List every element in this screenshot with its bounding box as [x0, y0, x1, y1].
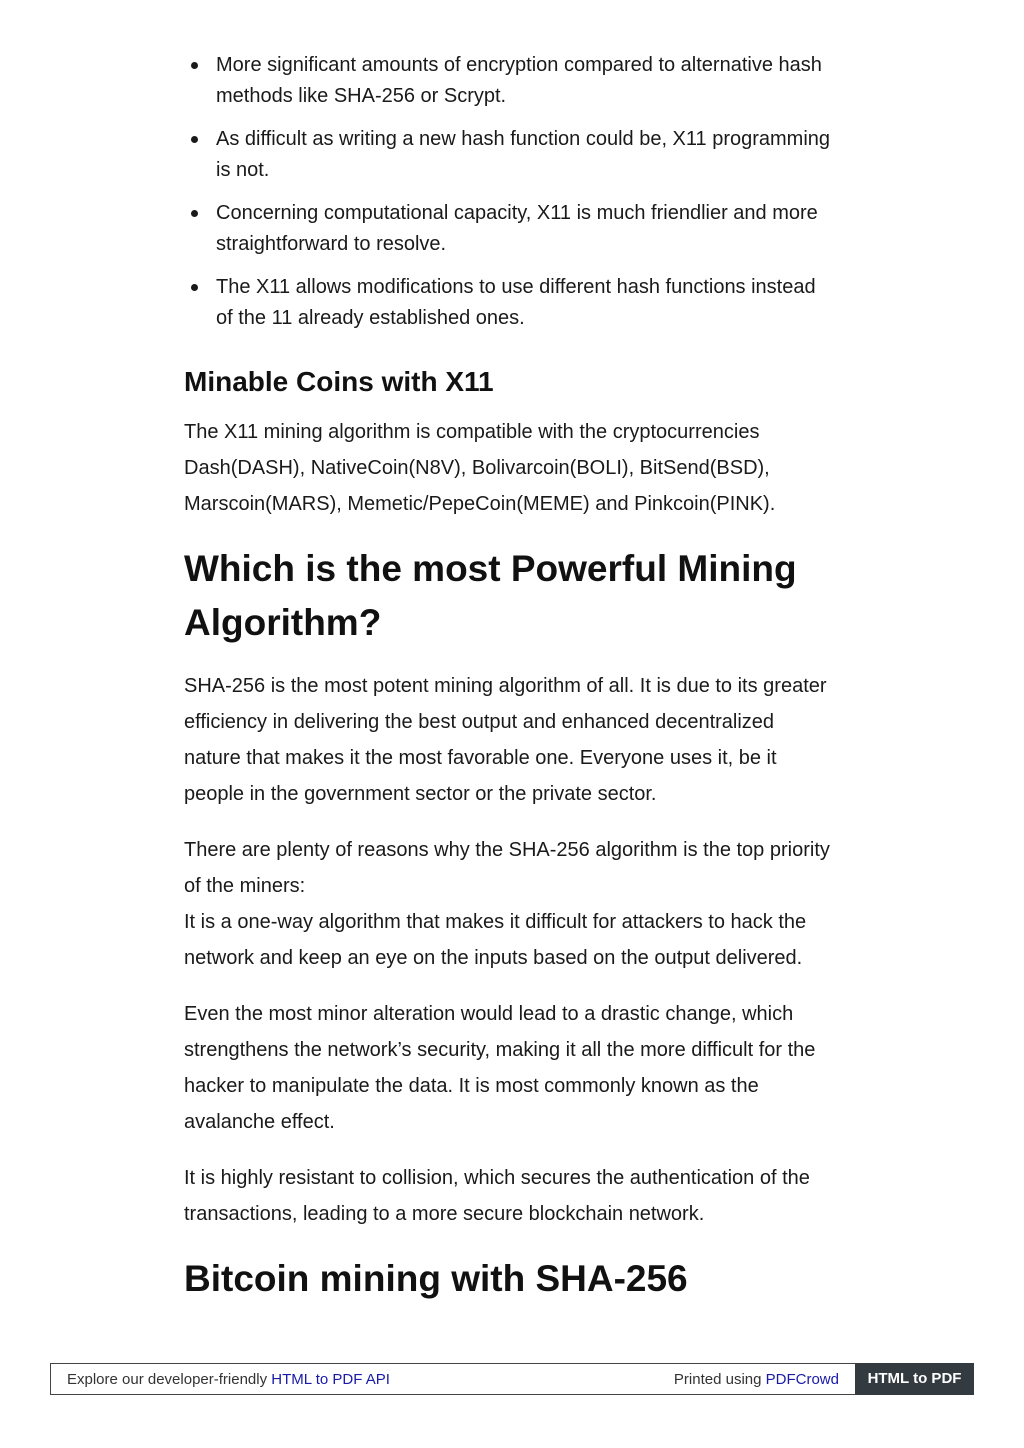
reasons-intro-paragraph [184, 832, 834, 976]
footer-explore-text: Explore our developer-friendly [67, 1371, 272, 1388]
footer-explore [67, 1371, 390, 1388]
list-item [216, 50, 834, 112]
one-way-text: It is a one-way algorithm that makes it difficult for attackers to hack the network and keep an eye on the inputs based on the output delivered. [184, 911, 807, 969]
list-item-text: Concerning computational capacity, X11 is much friendlier and more straightforward to resolve. [216, 202, 818, 255]
bitcoin-mining-heading: Bitcoin mining with SHA-256 [184, 1258, 688, 1299]
article-content [184, 50, 834, 1306]
list-item-text: As difficult as writing a new hash function could be, X11 programming is not. [216, 128, 831, 181]
sha256-intro-paragraph: SHA-256 is the most potent mining algorithm of all. It is due to its greater efficiency in delivering the best output and enhanced decentralized nature that makes it the most favorable one. Everyone uses it, be it people in the government sector or the private sector. [184, 675, 827, 805]
list-item [216, 198, 834, 260]
bullet-icon [191, 62, 198, 69]
list-item [216, 272, 834, 334]
list-item [216, 124, 834, 186]
x11-advantages-list [184, 50, 834, 334]
list-item-text: The X11 allows modifications to use different hash functions instead of the 11 already established ones. [216, 276, 816, 329]
list-item-text: More significant amounts of encryption compared to alternative hash methods like SHA-256 or Scrypt. [216, 54, 822, 107]
avalanche-paragraph: Even the most minor alteration would lead to a drastic change, which strengthens the network’s security, making it all the more difficult for the hacker to manipulate the data. It is most commonly known as the avalanche effect. [184, 1003, 816, 1133]
footer-printed [674, 1371, 839, 1388]
minable-coins-paragraph: The X11 mining algorithm is compatible with the cryptocurrencies Dash(DASH), NativeCoin(N8V), Bolivarcoin(BOLI), BitSend(BSD), Marscoin(MARS), Memetic/PepeCoin(MEME) and Pinkcoin(PINK). [184, 421, 776, 515]
reasons-intro-text: There are plenty of reasons why the SHA-256 algorithm is the top priority of the miners: [184, 839, 830, 897]
pdfcrowd-link[interactable]: PDFCrowd [765, 1371, 839, 1388]
html-to-pdf-api-link[interactable]: HTML to PDF API [271, 1371, 390, 1388]
bullet-icon [191, 136, 198, 143]
html-to-pdf-badge[interactable]: HTML to PDF [855, 1363, 974, 1395]
powerful-algorithm-heading: Which is the most Powerful Mining Algorithm? [184, 548, 797, 643]
pdfcrowd-footer [50, 1363, 974, 1395]
footer-printed-text: Printed using [673, 1371, 766, 1388]
minable-coins-heading: Minable Coins with X11 [184, 366, 494, 397]
bullet-icon [191, 210, 198, 217]
collision-paragraph: It is highly resistant to collision, which secures the authentication of the transactions, leading to a more secure blockchain network. [184, 1167, 810, 1225]
bullet-icon [191, 284, 198, 291]
